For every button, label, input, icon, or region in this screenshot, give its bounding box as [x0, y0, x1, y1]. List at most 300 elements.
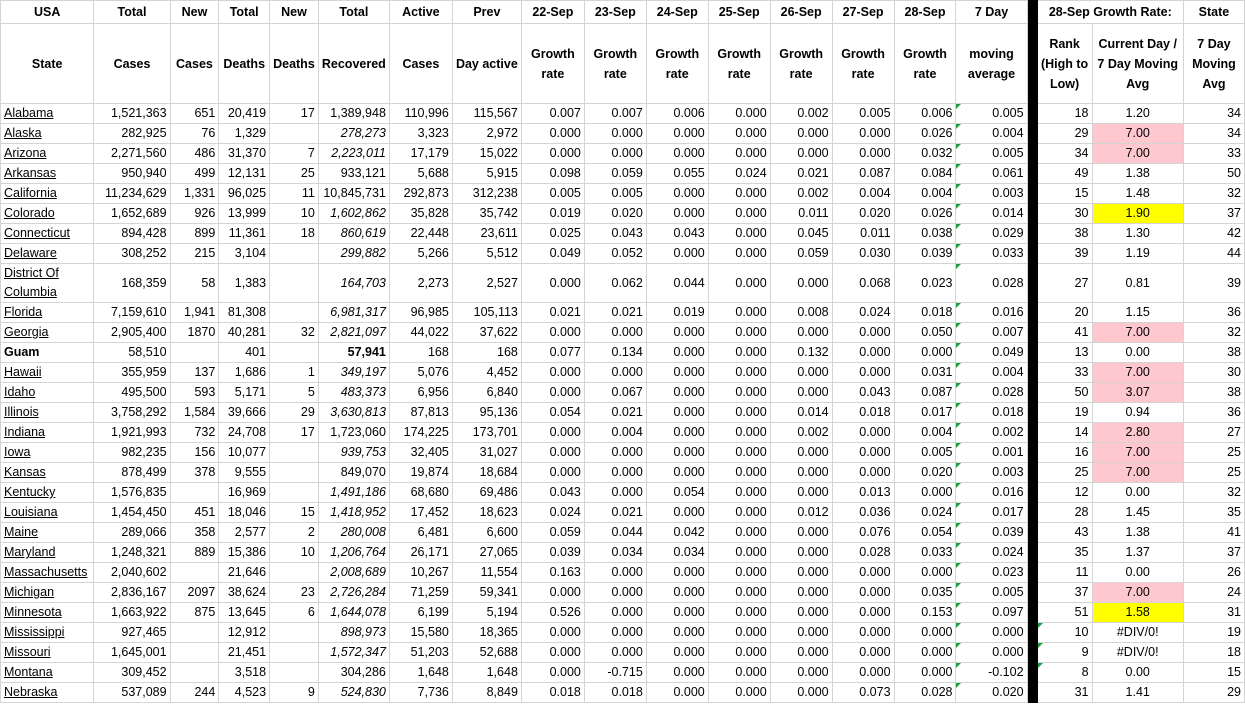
- cell-growth-rank[interactable]: 28: [1037, 503, 1092, 523]
- cell-growth-26-sep[interactable]: 0.000: [770, 463, 832, 483]
- cell-total-deaths[interactable]: 38,624: [219, 583, 270, 603]
- cell-seven-day-moving-average[interactable]: 0.016: [956, 303, 1027, 323]
- cell-active-cases[interactable]: 71,259: [389, 583, 452, 603]
- cell-active-cases[interactable]: 17,179: [389, 144, 452, 164]
- cell-growth-25-sep[interactable]: 0.000: [708, 543, 770, 563]
- cell-total-cases[interactable]: 982,235: [94, 443, 170, 463]
- cell-growth-24-sep[interactable]: 0.006: [646, 104, 708, 124]
- cell-total-cases[interactable]: 168,359: [94, 264, 170, 303]
- cell-current-day-ratio[interactable]: 7.00: [1092, 124, 1183, 144]
- cell-state-7-day-moving-avg[interactable]: 36: [1183, 403, 1244, 423]
- cell-growth-23-sep[interactable]: 0.000: [584, 623, 646, 643]
- cell-prev-day-active[interactable]: 115,567: [452, 104, 521, 124]
- cell-growth-23-sep[interactable]: 0.021: [584, 303, 646, 323]
- cell-growth-27-sep[interactable]: 0.013: [832, 483, 894, 503]
- cell-seven-day-moving-average[interactable]: 0.018: [956, 403, 1027, 423]
- cell-growth-27-sep[interactable]: 0.000: [832, 623, 894, 643]
- cell-growth-24-sep[interactable]: 0.000: [646, 204, 708, 224]
- cell-prev-day-active[interactable]: 173,701: [452, 423, 521, 443]
- cell-total-cases[interactable]: 3,758,292: [94, 403, 170, 423]
- cell-prev-day-active[interactable]: 18,365: [452, 623, 521, 643]
- cell-total-recovered[interactable]: 57,941: [318, 343, 389, 363]
- cell-total-recovered[interactable]: 10,845,731: [318, 184, 389, 204]
- cell-active-cases[interactable]: 51,203: [389, 643, 452, 663]
- cell-growth-24-sep[interactable]: 0.042: [646, 523, 708, 543]
- cell-prev-day-active[interactable]: 95,136: [452, 403, 521, 423]
- cell-growth-27-sep[interactable]: 0.000: [832, 563, 894, 583]
- cell-state-7-day-moving-avg[interactable]: 35: [1183, 503, 1244, 523]
- cell-active-cases[interactable]: 26,171: [389, 543, 452, 563]
- cell-total-deaths[interactable]: 5,171: [219, 383, 270, 403]
- cell-growth-28-sep[interactable]: 0.026: [894, 124, 956, 144]
- cell-growth-26-sep[interactable]: 0.011: [770, 204, 832, 224]
- cell-new-cases[interactable]: 378: [170, 463, 219, 483]
- cell-total-recovered[interactable]: 898,973: [318, 623, 389, 643]
- cell-current-day-ratio[interactable]: 0.81: [1092, 264, 1183, 303]
- cell-growth-28-sep[interactable]: 0.153: [894, 603, 956, 623]
- cell-growth-23-sep[interactable]: 0.000: [584, 483, 646, 503]
- cell-growth-28-sep[interactable]: 0.017: [894, 403, 956, 423]
- cell-total-recovered[interactable]: 299,882: [318, 244, 389, 264]
- cell-seven-day-moving-average[interactable]: 0.023: [956, 563, 1027, 583]
- cell-growth-26-sep[interactable]: 0.000: [770, 543, 832, 563]
- cell-growth-23-sep[interactable]: 0.021: [584, 503, 646, 523]
- cell-total-cases[interactable]: 1,921,993: [94, 423, 170, 443]
- cell-growth-23-sep[interactable]: 0.020: [584, 204, 646, 224]
- cell-growth-25-sep[interactable]: 0.000: [708, 204, 770, 224]
- cell-current-day-ratio[interactable]: 1.30: [1092, 224, 1183, 244]
- cell-new-deaths[interactable]: 7: [270, 144, 319, 164]
- cell-current-day-ratio[interactable]: 7.00: [1092, 323, 1183, 343]
- cell-new-cases[interactable]: 1,331: [170, 184, 219, 204]
- cell-growth-25-sep[interactable]: 0.000: [708, 603, 770, 623]
- cell-active-cases[interactable]: 292,873: [389, 184, 452, 204]
- cell-growth-28-sep[interactable]: 0.031: [894, 363, 956, 383]
- cell-state-7-day-moving-avg[interactable]: 19: [1183, 623, 1244, 643]
- cell-growth-25-sep[interactable]: 0.000: [708, 303, 770, 323]
- cell-growth-26-sep[interactable]: 0.000: [770, 603, 832, 623]
- cell-growth-25-sep[interactable]: 0.000: [708, 463, 770, 483]
- cell-total-recovered[interactable]: 2,223,011: [318, 144, 389, 164]
- cell-total-cases[interactable]: 894,428: [94, 224, 170, 244]
- cell-new-deaths[interactable]: [270, 463, 319, 483]
- cell-growth-24-sep[interactable]: 0.000: [646, 323, 708, 343]
- cell-growth-23-sep[interactable]: 0.134: [584, 343, 646, 363]
- cell-total-cases[interactable]: 950,940: [94, 164, 170, 184]
- cell-growth-22-sep[interactable]: 0.021: [521, 303, 584, 323]
- cell-growth-rank[interactable]: 25: [1037, 463, 1092, 483]
- cell-growth-22-sep[interactable]: 0.024: [521, 503, 584, 523]
- cell-active-cases[interactable]: 6,956: [389, 383, 452, 403]
- cell-growth-24-sep[interactable]: 0.034: [646, 543, 708, 563]
- cell-total-deaths[interactable]: 1,383: [219, 264, 270, 303]
- cell-growth-28-sep[interactable]: 0.000: [894, 343, 956, 363]
- cell-growth-27-sep[interactable]: 0.073: [832, 683, 894, 703]
- cell-growth-23-sep[interactable]: 0.062: [584, 264, 646, 303]
- cell-growth-28-sep[interactable]: 0.023: [894, 264, 956, 303]
- cell-total-deaths[interactable]: 18,046: [219, 503, 270, 523]
- cell-current-day-ratio[interactable]: 0.00: [1092, 343, 1183, 363]
- cell-total-deaths[interactable]: 21,451: [219, 643, 270, 663]
- cell-state[interactable]: Nebraska: [1, 683, 94, 703]
- cell-growth-26-sep[interactable]: 0.000: [770, 443, 832, 463]
- cell-state-7-day-moving-avg[interactable]: 41: [1183, 523, 1244, 543]
- cell-seven-day-moving-average[interactable]: 0.005: [956, 144, 1027, 164]
- cell-new-cases[interactable]: 1,941: [170, 303, 219, 323]
- cell-prev-day-active[interactable]: 312,238: [452, 184, 521, 204]
- cell-state-7-day-moving-avg[interactable]: 38: [1183, 343, 1244, 363]
- cell-growth-rank[interactable]: 27: [1037, 264, 1092, 303]
- cell-active-cases[interactable]: 168: [389, 343, 452, 363]
- cell-total-cases[interactable]: 11,234,629: [94, 184, 170, 204]
- cell-new-deaths[interactable]: [270, 303, 319, 323]
- cell-state[interactable]: Mississippi: [1, 623, 94, 643]
- cell-new-cases[interactable]: 76: [170, 124, 219, 144]
- cell-growth-24-sep[interactable]: 0.000: [646, 643, 708, 663]
- cell-current-day-ratio[interactable]: 1.15: [1092, 303, 1183, 323]
- cell-new-deaths[interactable]: [270, 563, 319, 583]
- cell-current-day-ratio[interactable]: 7.00: [1092, 583, 1183, 603]
- cell-current-day-ratio[interactable]: 1.90: [1092, 204, 1183, 224]
- cell-total-deaths[interactable]: 3,518: [219, 663, 270, 683]
- cell-total-cases[interactable]: 1,521,363: [94, 104, 170, 124]
- cell-state-7-day-moving-avg[interactable]: 32: [1183, 483, 1244, 503]
- cell-state[interactable]: Arkansas: [1, 164, 94, 184]
- cell-total-deaths[interactable]: 13,645: [219, 603, 270, 623]
- cell-growth-27-sep[interactable]: 0.000: [832, 443, 894, 463]
- cell-state[interactable]: Massachusetts: [1, 563, 94, 583]
- cell-growth-27-sep[interactable]: 0.000: [832, 463, 894, 483]
- cell-growth-26-sep[interactable]: 0.002: [770, 104, 832, 124]
- cell-current-day-ratio[interactable]: #DIV/0!: [1092, 643, 1183, 663]
- cell-new-cases[interactable]: 889: [170, 543, 219, 563]
- cell-new-cases[interactable]: [170, 483, 219, 503]
- cell-growth-28-sep[interactable]: 0.032: [894, 144, 956, 164]
- cell-growth-23-sep[interactable]: 0.000: [584, 643, 646, 663]
- cell-growth-23-sep[interactable]: -0.715: [584, 663, 646, 683]
- cell-growth-26-sep[interactable]: 0.008: [770, 303, 832, 323]
- cell-growth-25-sep[interactable]: 0.000: [708, 104, 770, 124]
- cell-new-cases[interactable]: [170, 643, 219, 663]
- cell-new-cases[interactable]: 137: [170, 363, 219, 383]
- cell-growth-rank[interactable]: 16: [1037, 443, 1092, 463]
- cell-growth-23-sep[interactable]: 0.004: [584, 423, 646, 443]
- cell-state[interactable]: Montana: [1, 663, 94, 683]
- cell-growth-22-sep[interactable]: 0.039: [521, 543, 584, 563]
- cell-state[interactable]: Alaska: [1, 124, 94, 144]
- cell-total-deaths[interactable]: 15,386: [219, 543, 270, 563]
- cell-growth-27-sep[interactable]: 0.000: [832, 323, 894, 343]
- cell-current-day-ratio[interactable]: 1.38: [1092, 164, 1183, 184]
- cell-growth-23-sep[interactable]: 0.000: [584, 583, 646, 603]
- cell-growth-25-sep[interactable]: 0.000: [708, 403, 770, 423]
- cell-growth-26-sep[interactable]: 0.000: [770, 124, 832, 144]
- cell-prev-day-active[interactable]: 5,512: [452, 244, 521, 264]
- cell-prev-day-active[interactable]: 168: [452, 343, 521, 363]
- cell-state-7-day-moving-avg[interactable]: 31: [1183, 603, 1244, 623]
- cell-current-day-ratio[interactable]: #DIV/0!: [1092, 623, 1183, 643]
- cell-growth-22-sep[interactable]: 0.000: [521, 443, 584, 463]
- cell-state-7-day-moving-avg[interactable]: 36: [1183, 303, 1244, 323]
- cell-total-recovered[interactable]: 1,602,862: [318, 204, 389, 224]
- cell-growth-24-sep[interactable]: 0.054: [646, 483, 708, 503]
- cell-seven-day-moving-average[interactable]: 0.004: [956, 124, 1027, 144]
- cell-growth-rank[interactable]: 33: [1037, 363, 1092, 383]
- cell-new-cases[interactable]: [170, 663, 219, 683]
- cell-active-cases[interactable]: 5,076: [389, 363, 452, 383]
- cell-growth-rank[interactable]: 10: [1037, 623, 1092, 643]
- cell-growth-24-sep[interactable]: 0.000: [646, 683, 708, 703]
- cell-state[interactable]: Missouri: [1, 643, 94, 663]
- cell-state[interactable]: Kentucky: [1, 483, 94, 503]
- cell-total-deaths[interactable]: 16,969: [219, 483, 270, 503]
- cell-growth-26-sep[interactable]: 0.000: [770, 623, 832, 643]
- cell-growth-25-sep[interactable]: 0.000: [708, 184, 770, 204]
- cell-growth-28-sep[interactable]: 0.035: [894, 583, 956, 603]
- cell-total-cases[interactable]: 289,066: [94, 523, 170, 543]
- cell-total-recovered[interactable]: 849,070: [318, 463, 389, 483]
- cell-growth-28-sep[interactable]: 0.050: [894, 323, 956, 343]
- cell-growth-25-sep[interactable]: 0.000: [708, 443, 770, 463]
- cell-state-7-day-moving-avg[interactable]: 25: [1183, 463, 1244, 483]
- cell-state[interactable]: Minnesota: [1, 603, 94, 623]
- cell-state[interactable]: Colorado: [1, 204, 94, 224]
- cell-growth-rank[interactable]: 34: [1037, 144, 1092, 164]
- cell-state[interactable]: District Of Columbia: [1, 264, 94, 303]
- cell-total-deaths[interactable]: 13,999: [219, 204, 270, 224]
- cell-state[interactable]: Louisiana: [1, 503, 94, 523]
- cell-growth-26-sep[interactable]: 0.002: [770, 184, 832, 204]
- cell-state[interactable]: Illinois: [1, 403, 94, 423]
- cell-active-cases[interactable]: 110,996: [389, 104, 452, 124]
- cell-new-deaths[interactable]: [270, 343, 319, 363]
- cell-new-cases[interactable]: 156: [170, 443, 219, 463]
- cell-new-cases[interactable]: [170, 623, 219, 643]
- cell-growth-22-sep[interactable]: 0.000: [521, 323, 584, 343]
- cell-growth-25-sep[interactable]: 0.000: [708, 623, 770, 643]
- cell-total-deaths[interactable]: 9,555: [219, 463, 270, 483]
- cell-new-cases[interactable]: 451: [170, 503, 219, 523]
- cell-growth-22-sep[interactable]: 0.526: [521, 603, 584, 623]
- cell-current-day-ratio[interactable]: 7.00: [1092, 443, 1183, 463]
- cell-total-cases[interactable]: 495,500: [94, 383, 170, 403]
- cell-seven-day-moving-average[interactable]: 0.014: [956, 204, 1027, 224]
- cell-seven-day-moving-average[interactable]: 0.004: [956, 363, 1027, 383]
- cell-active-cases[interactable]: 174,225: [389, 423, 452, 443]
- cell-total-deaths[interactable]: 2,577: [219, 523, 270, 543]
- cell-prev-day-active[interactable]: 23,611: [452, 224, 521, 244]
- cell-growth-rank[interactable]: 9: [1037, 643, 1092, 663]
- cell-growth-27-sep[interactable]: 0.011: [832, 224, 894, 244]
- cell-total-recovered[interactable]: 933,121: [318, 164, 389, 184]
- cell-growth-27-sep[interactable]: 0.000: [832, 603, 894, 623]
- cell-total-recovered[interactable]: 1,644,078: [318, 603, 389, 623]
- cell-new-deaths[interactable]: 29: [270, 403, 319, 423]
- cell-total-deaths[interactable]: 39,666: [219, 403, 270, 423]
- cell-prev-day-active[interactable]: 105,113: [452, 303, 521, 323]
- cell-total-deaths[interactable]: 40,281: [219, 323, 270, 343]
- cell-total-recovered[interactable]: 2,821,097: [318, 323, 389, 343]
- cell-current-day-ratio[interactable]: 7.00: [1092, 363, 1183, 383]
- cell-growth-22-sep[interactable]: 0.000: [521, 583, 584, 603]
- cell-growth-24-sep[interactable]: 0.000: [646, 463, 708, 483]
- cell-new-deaths[interactable]: 5: [270, 383, 319, 403]
- cell-state[interactable]: Georgia: [1, 323, 94, 343]
- cell-total-recovered[interactable]: 304,286: [318, 663, 389, 683]
- cell-state[interactable]: Hawaii: [1, 363, 94, 383]
- cell-state[interactable]: Delaware: [1, 244, 94, 264]
- cell-growth-24-sep[interactable]: 0.000: [646, 244, 708, 264]
- cell-growth-23-sep[interactable]: 0.059: [584, 164, 646, 184]
- cell-current-day-ratio[interactable]: 0.94: [1092, 403, 1183, 423]
- cell-prev-day-active[interactable]: 31,027: [452, 443, 521, 463]
- cell-seven-day-moving-average[interactable]: 0.024: [956, 543, 1027, 563]
- cell-total-deaths[interactable]: 11,361: [219, 224, 270, 244]
- cell-growth-23-sep[interactable]: 0.044: [584, 523, 646, 543]
- cell-growth-28-sep[interactable]: 0.000: [894, 563, 956, 583]
- cell-growth-22-sep[interactable]: 0.098: [521, 164, 584, 184]
- cell-new-deaths[interactable]: 25: [270, 164, 319, 184]
- cell-growth-rank[interactable]: 13: [1037, 343, 1092, 363]
- cell-growth-26-sep[interactable]: 0.059: [770, 244, 832, 264]
- cell-new-cases[interactable]: 1,584: [170, 403, 219, 423]
- cell-growth-26-sep[interactable]: 0.014: [770, 403, 832, 423]
- cell-growth-23-sep[interactable]: 0.021: [584, 403, 646, 423]
- cell-current-day-ratio[interactable]: 0.00: [1092, 663, 1183, 683]
- cell-growth-28-sep[interactable]: 0.038: [894, 224, 956, 244]
- cell-new-deaths[interactable]: 1: [270, 363, 319, 383]
- cell-active-cases[interactable]: 32,405: [389, 443, 452, 463]
- cell-growth-27-sep[interactable]: 0.036: [832, 503, 894, 523]
- cell-prev-day-active[interactable]: 11,554: [452, 563, 521, 583]
- cell-total-cases[interactable]: 878,499: [94, 463, 170, 483]
- cell-growth-25-sep[interactable]: 0.000: [708, 483, 770, 503]
- cell-new-cases[interactable]: 875: [170, 603, 219, 623]
- cell-seven-day-moving-average[interactable]: -0.102: [956, 663, 1027, 683]
- cell-growth-27-sep[interactable]: 0.000: [832, 423, 894, 443]
- cell-prev-day-active[interactable]: 18,623: [452, 503, 521, 523]
- cell-current-day-ratio[interactable]: 7.00: [1092, 144, 1183, 164]
- cell-current-day-ratio[interactable]: 1.48: [1092, 184, 1183, 204]
- cell-growth-rank[interactable]: 20: [1037, 303, 1092, 323]
- cell-state[interactable]: Florida: [1, 303, 94, 323]
- cell-growth-26-sep[interactable]: 0.132: [770, 343, 832, 363]
- cell-total-deaths[interactable]: 12,912: [219, 623, 270, 643]
- cell-growth-25-sep[interactable]: 0.000: [708, 383, 770, 403]
- cell-growth-25-sep[interactable]: 0.000: [708, 583, 770, 603]
- cell-growth-24-sep[interactable]: 0.019: [646, 303, 708, 323]
- cell-active-cases[interactable]: 22,448: [389, 224, 452, 244]
- cell-growth-25-sep[interactable]: 0.000: [708, 144, 770, 164]
- cell-growth-23-sep[interactable]: 0.043: [584, 224, 646, 244]
- cell-new-deaths[interactable]: 15: [270, 503, 319, 523]
- cell-growth-22-sep[interactable]: 0.005: [521, 184, 584, 204]
- cell-new-deaths[interactable]: 17: [270, 423, 319, 443]
- cell-seven-day-moving-average[interactable]: 0.000: [956, 643, 1027, 663]
- cell-growth-27-sep[interactable]: 0.000: [832, 363, 894, 383]
- cell-new-deaths[interactable]: 9: [270, 683, 319, 703]
- cell-growth-26-sep[interactable]: 0.000: [770, 483, 832, 503]
- cell-state-7-day-moving-avg[interactable]: 32: [1183, 323, 1244, 343]
- cell-growth-23-sep[interactable]: 0.018: [584, 683, 646, 703]
- cell-growth-22-sep[interactable]: 0.163: [521, 563, 584, 583]
- cell-growth-25-sep[interactable]: 0.000: [708, 323, 770, 343]
- cell-growth-22-sep[interactable]: 0.019: [521, 204, 584, 224]
- cell-current-day-ratio[interactable]: 1.41: [1092, 683, 1183, 703]
- cell-state[interactable]: Alabama: [1, 104, 94, 124]
- cell-growth-28-sep[interactable]: 0.005: [894, 443, 956, 463]
- cell-growth-24-sep[interactable]: 0.000: [646, 423, 708, 443]
- cell-total-deaths[interactable]: 21,646: [219, 563, 270, 583]
- cell-seven-day-moving-average[interactable]: 0.061: [956, 164, 1027, 184]
- cell-seven-day-moving-average[interactable]: 0.016: [956, 483, 1027, 503]
- cell-current-day-ratio[interactable]: 1.37: [1092, 543, 1183, 563]
- cell-state[interactable]: Indiana: [1, 423, 94, 443]
- cell-seven-day-moving-average[interactable]: 0.000: [956, 623, 1027, 643]
- cell-active-cases[interactable]: 6,199: [389, 603, 452, 623]
- cell-state[interactable]: California: [1, 184, 94, 204]
- cell-growth-25-sep[interactable]: 0.000: [708, 124, 770, 144]
- cell-growth-23-sep[interactable]: 0.000: [584, 563, 646, 583]
- cell-total-recovered[interactable]: 6,981,317: [318, 303, 389, 323]
- cell-total-deaths[interactable]: 81,308: [219, 303, 270, 323]
- cell-growth-24-sep[interactable]: 0.043: [646, 224, 708, 244]
- cell-growth-27-sep[interactable]: 0.043: [832, 383, 894, 403]
- cell-growth-24-sep[interactable]: 0.000: [646, 383, 708, 403]
- cell-state-7-day-moving-avg[interactable]: 37: [1183, 204, 1244, 224]
- cell-total-cases[interactable]: 2,271,560: [94, 144, 170, 164]
- cell-growth-25-sep[interactable]: 0.000: [708, 503, 770, 523]
- cell-new-cases[interactable]: [170, 343, 219, 363]
- cell-growth-rank[interactable]: 31: [1037, 683, 1092, 703]
- cell-growth-27-sep[interactable]: 0.000: [832, 643, 894, 663]
- cell-new-deaths[interactable]: [270, 663, 319, 683]
- cell-seven-day-moving-average[interactable]: 0.029: [956, 224, 1027, 244]
- cell-growth-23-sep[interactable]: 0.007: [584, 104, 646, 124]
- cell-seven-day-moving-average[interactable]: 0.017: [956, 503, 1027, 523]
- cell-growth-27-sep[interactable]: 0.028: [832, 543, 894, 563]
- cell-current-day-ratio[interactable]: 1.20: [1092, 104, 1183, 124]
- cell-growth-22-sep[interactable]: 0.000: [521, 124, 584, 144]
- cell-total-cases[interactable]: 1,454,450: [94, 503, 170, 523]
- cell-state-7-day-moving-avg[interactable]: 29: [1183, 683, 1244, 703]
- cell-growth-28-sep[interactable]: 0.000: [894, 643, 956, 663]
- cell-growth-28-sep[interactable]: 0.020: [894, 463, 956, 483]
- cell-growth-22-sep[interactable]: 0.018: [521, 683, 584, 703]
- cell-growth-rank[interactable]: 41: [1037, 323, 1092, 343]
- cell-state-7-day-moving-avg[interactable]: 50: [1183, 164, 1244, 184]
- cell-seven-day-moving-average[interactable]: 0.028: [956, 383, 1027, 403]
- cell-total-recovered[interactable]: 278,273: [318, 124, 389, 144]
- cell-growth-24-sep[interactable]: 0.000: [646, 144, 708, 164]
- cell-state[interactable]: Maryland: [1, 543, 94, 563]
- cell-new-cases[interactable]: [170, 563, 219, 583]
- cell-prev-day-active[interactable]: 27,065: [452, 543, 521, 563]
- cell-growth-22-sep[interactable]: 0.059: [521, 523, 584, 543]
- cell-state[interactable]: Kansas: [1, 463, 94, 483]
- cell-state[interactable]: Maine: [1, 523, 94, 543]
- cell-active-cases[interactable]: 5,266: [389, 244, 452, 264]
- cell-growth-rank[interactable]: 12: [1037, 483, 1092, 503]
- cell-growth-22-sep[interactable]: 0.049: [521, 244, 584, 264]
- cell-state-7-day-moving-avg[interactable]: 24: [1183, 583, 1244, 603]
- cell-active-cases[interactable]: 96,985: [389, 303, 452, 323]
- cell-growth-25-sep[interactable]: 0.000: [708, 343, 770, 363]
- cell-growth-28-sep[interactable]: 0.084: [894, 164, 956, 184]
- cell-current-day-ratio[interactable]: 2.80: [1092, 423, 1183, 443]
- cell-growth-27-sep[interactable]: 0.018: [832, 403, 894, 423]
- cell-growth-26-sep[interactable]: 0.000: [770, 363, 832, 383]
